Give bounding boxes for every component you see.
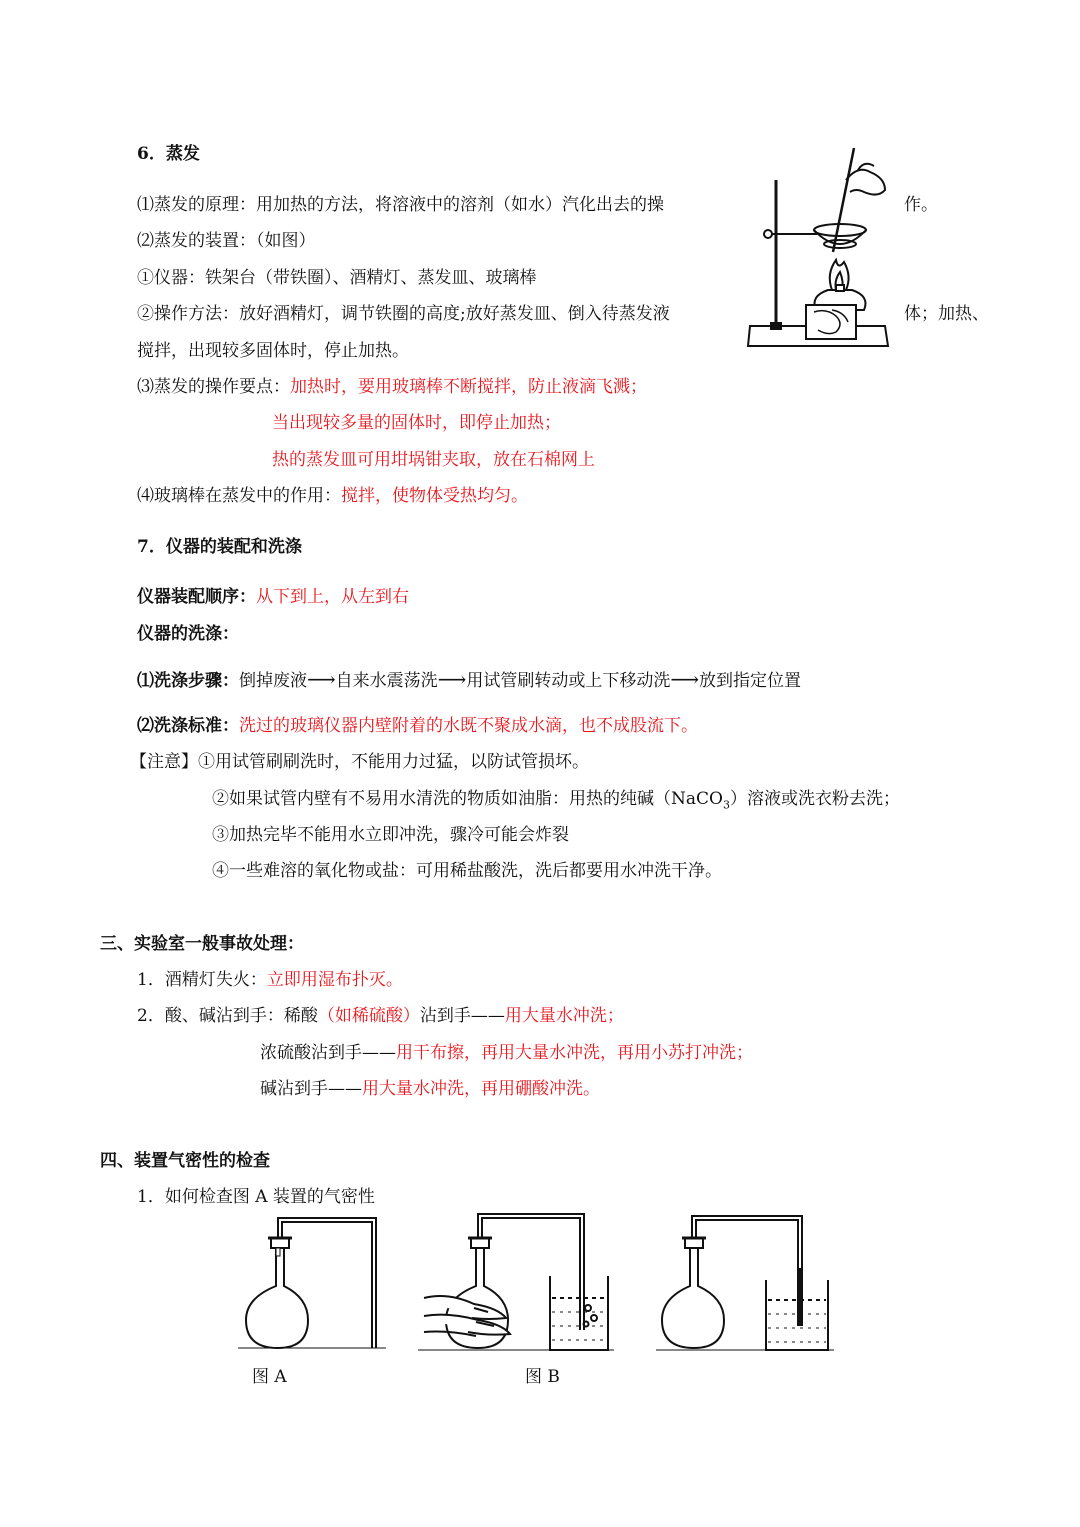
airtightness-question: 1．如何检查图 A 装置的气密性 [137, 1187, 375, 1207]
note-2-subscript: 3 [722, 798, 730, 812]
evaporation-method: ②操作方法：放好酒精灯，调节铁圈的高度;放好蒸发皿、倒入待蒸发液 [137, 304, 670, 324]
washing-step-3: 用试管刷转动或上下移动洗 [466, 671, 671, 691]
assembly-order-value: 从下到上，从左到右 [256, 587, 409, 607]
accident-1-label: 1．酒精灯失火： [137, 970, 267, 990]
note-2-text-a: ②如果试管内壁有不易用水清洗的物质如油脂：用热的纯碱（NaCO [212, 789, 723, 809]
section-6-heading: 6．蒸发 [137, 144, 200, 164]
washing-steps [137, 668, 801, 692]
note-label: 【注意】 [130, 752, 198, 772]
evaporation-apparatus-figure [740, 140, 900, 360]
evaporation-method-end: 体；加热、 [904, 304, 989, 324]
section-3-heading: 三、实验室一般事故处理： [100, 934, 304, 954]
evaporation-keypoints [137, 376, 647, 398]
keypoints-3: 热的蒸发皿可用坩埚钳夹取，放在石棉网上 [272, 450, 595, 470]
washing-standard [137, 715, 698, 737]
washing-standard-value: 洗过的玻璃仪器内壁附着的水既不聚成水滴，也不成股流下。 [239, 716, 698, 736]
figure-a-flask [238, 1208, 398, 1358]
section-4-heading: 四、装置气密性的检查 [100, 1151, 270, 1171]
note-1 [130, 751, 589, 773]
keypoints-1: 加热时，要用玻璃棒不断搅拌，防止液滴飞溅； [290, 377, 647, 397]
arrow-icon: ⟶ [670, 667, 700, 691]
washing-heading: 仪器的洗涤： [137, 624, 239, 644]
section-7-heading: 7．仪器的装配和洗涤 [137, 537, 302, 557]
assembly-order-label: 仪器装配顺序： [137, 587, 256, 607]
accident-4-answer: 用大量水冲洗，再用硼酸冲洗。 [362, 1079, 600, 1099]
note-3: ③加热完毕不能用水立即冲洗，骤冷可能会炸裂 [212, 825, 569, 845]
keypoints-2: 当出现较多量的固体时，即停止加热； [272, 413, 561, 433]
evaporation-principle: ⑴蒸发的原理：用加热的方法，将溶液中的溶剂（如水）汽化出去的操 [137, 195, 664, 215]
note-2-text-b: ）溶液或洗衣粉去洗； [729, 789, 900, 809]
accident-3-answer: 用干布擦，再用大量水冲洗，再用小苏打冲洗； [396, 1043, 753, 1063]
washing-steps-label: ⑴洗涤步骤： [137, 671, 239, 691]
arrow-icon: ⟶ [437, 667, 467, 691]
figure-c-water-column [656, 1208, 836, 1358]
accident-1-answer: 立即用湿布扑灭。 [266, 970, 403, 990]
accident-2-example: （如稀硫酸） [317, 1006, 420, 1026]
washing-step-4: 放到指定位置 [699, 671, 802, 691]
washing-standard-label: ⑵洗涤标准： [137, 716, 239, 736]
accident-3 [260, 1042, 753, 1064]
evaporation-apparatus: ⑵蒸发的装置：（如图） [137, 231, 316, 251]
washing-step-1: 倒掉废液 [239, 671, 307, 691]
accident-1 [137, 969, 403, 991]
accident-2-answer: 用大量水冲洗； [504, 1006, 624, 1026]
accident-2-label-a: 2．酸、碱沾到手：稀酸 [137, 1006, 318, 1026]
evaporation-instruments: ①仪器：铁架台（带铁圈）、酒精灯、蒸发皿、玻璃棒 [137, 268, 537, 288]
accident-3-label: 浓硫酸沾到手—— [260, 1043, 396, 1063]
accident-2-label-b: 沾到手—— [419, 1006, 505, 1026]
evaporation-method-cont: 搅拌，出现较多固体时，停止加热。 [137, 341, 409, 361]
washing-step-2: 自来水震荡洗 [335, 671, 438, 691]
glass-rod-role [137, 485, 528, 507]
note-4: ④一些难溶的氧化物或盐：可用稀盐酸洗，洗后都要用水冲洗干净。 [212, 861, 722, 881]
keypoints-label: ⑶蒸发的操作要点： [137, 377, 290, 397]
figure-b-hand-warming [418, 1208, 618, 1358]
evaporation-principle-end: 作。 [904, 195, 938, 215]
accident-2 [137, 1005, 624, 1027]
arrow-icon: ⟶ [307, 667, 336, 691]
glass-rod-answer: 搅拌，使物体受热均匀。 [341, 486, 528, 506]
accident-4 [260, 1078, 600, 1100]
glass-rod-label: ⑷玻璃棒在蒸发中的作用： [137, 486, 341, 506]
figure-a-caption: 图 A [252, 1367, 287, 1387]
assembly-order [137, 586, 409, 608]
note-2 [212, 788, 900, 816]
figure-b-caption: 图 B [525, 1367, 560, 1387]
note-1-text: ①用试管刷刷洗时，不能用力过猛，以防试管损坏。 [198, 752, 589, 772]
accident-4-label: 碱沾到手—— [260, 1079, 362, 1099]
